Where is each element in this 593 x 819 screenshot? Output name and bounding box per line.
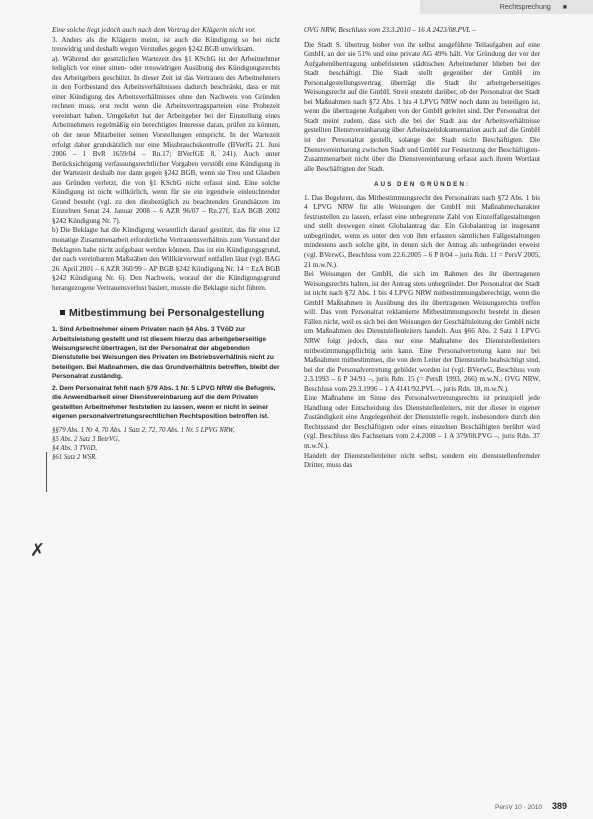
handwritten-x-mark: ✗	[30, 540, 46, 561]
left-paragraph: 3. Anders als die Klägerin meint, ist auch die Kündigung so bei nicht treuwidrig und deshalb wegen Verstoßes gegen §242 BGB unwirksam.	[52, 35, 280, 54]
statute-reference: §61 Satz 2 WSR.	[52, 454, 97, 462]
left-paragraph: b) Die Beklagte hat die Kündigung wesentlich darauf gestützt, das für eine 12 monatige Zusammenarbeit erforderliche Vertrauensverhältnis zum Vorstand der Beklagten habe nicht aufgebaut werden können. Das ist ein Kündigungsgrund, der nach vereinbarten Maßstäben den Willkürvorwurf entfallen lässt (vgl. BAG 26. April 2001 – 6 AZR 360/99 – AP BGB §242 Kündigung Nr. 14 = EzA BGB §242 Kündigung Nr. 6). Den Nachweis, worauf der die Kündigungsgrund herangezogene Vertrauensverlust basiert, musste die Beklagte nicht führen.	[52, 226, 280, 292]
running-header	[420, 0, 593, 14]
header-section-title: Rechtsprechung	[499, 3, 551, 11]
page-number: 389	[551, 801, 567, 811]
reasons-heading: AUS DEN GRÜNDEN:	[373, 181, 471, 189]
left-column	[52, 26, 280, 766]
right-paragraph: Eine Maßnahme im Sinne des Personalvertretungsrechts ist prinzipiell jede Handlung oder Entscheidung des Dienststellenleiters, mit der dieser in eigener Zuständigkeit eine Angelegenheit der Dienststelle regelt, insbesondere durch den Rechtsstand der Beschäftigten oder eines einzelnen Beschäftigten berührt wird (vgl. Beschluss des Fachsenats vom 2.4.2008 – 1 A 379/08.PVG –, juris Rdn. 37 m.w.N.).	[304, 394, 540, 450]
right-paragraph: Handelt der Dienststellenleiter nicht selbst, sondern ein dienststellenfremder Dritter, muss das	[304, 451, 540, 470]
journal-issue: PersV 10 · 2010	[494, 804, 542, 811]
statute-references	[52, 426, 280, 462]
right-paragraph: Bei Weisungen der GmbH, die sich im Rahmen des ihr übertragenen Weisungsrechts halten, ist der Antrag stets unbegründet. Der Personalrat der Stadt ist nicht nach §72 Abs. 1 bis 4 LPVG NRW mitbestimmungsberechtigt, wenn die GmbH Maßnahmen in Ausübung des ihr übertragenen Weisungsrechts treffen will. Das vom Personalrat reklamierte Mitbestimmungsrecht besteht in diesen Fällen nicht, weil es sich bei den Weisungen der Geschäftsleitung der GmbH nicht um Maßnahmen des Dienststellenleiters handelt. Aus §66 Abs. 2 Satz 1 LPVG NRW folgt jedoch, dass nur eine Maßnahme des Dienststellenleiters mitbestimmungspflichtig sein kann. Eine Personalvertretung kann nur bei Maßnahmen mitbestimmen, die von dem Leiter der Dienststelle beabsichtigt sind, bei der die Personalvertretung gebildet worden ist (vgl. BVerwG, Beschluss vom 2.3.1993 – 6 P 34/91 –, juris Rdn. 15 (= PersR 1993, 266) m.w.N.; OVG NRW, Beschluss vom 29.3.1996 – 1 A 4141/92.PVL –, juris Rdn. 18, m.w.N.).	[304, 270, 540, 393]
margin-mark-bar	[46, 452, 47, 492]
section-heading	[60, 307, 280, 319]
court-decision-citation: OVG NRW, Beschluss vom 23.3.2010 – 16 A 2423/08.PVL –	[304, 26, 476, 34]
square-bullet-icon	[60, 310, 65, 315]
section-heading-text: Mitbestimmung bei Personalgestellung	[69, 307, 265, 320]
case-summary: Die Stadt S. übertrug bisher von ihr selbst ausgeführte Teilaufgaben auf eine GmbH, an der sie 51% und eine private AG 49% hält. Vor Gründung der vor der Aufgabenübertragung unbefristeten städtischen Arbeitnehmer blieben bei der Stadt beschäftigt. Die Stadt stellt gegenüber der GmbH im Personalgestellungsvertrag überträgt die Stadt ihr arbeitgeberseitiges Weisungsrecht auf die GmbH. Streit entsteht darüber, ob der Personalrat der Stadt bei Maßnahmen nach §72 Abs. 1 bis 4 LPVG NRW noch dann zu beteiligen ist, wenn die übertragene Aufgaben von der GmbH geleitet sind. Der Personalrat der Stadt meint zudem, dass sich die bei der Stadt aus der Arbeitsverhältnisse gestellten Dienstvereinbarung über Arbeitszeitdokumentation auch auf die GmbH ist der Personalrat gestellt, solange der Stadt nicht Beschäftigten. Die Dienstvereinbarung zwischen Stadt und GmbH zur Festsetzung der Beschäftigten-Zusammenarbeit nicht über die Dienstvereinbarung erfasst auch ihrem Wortlaut alle Beschäftigten der Stadt.	[304, 40, 540, 173]
statute-reference: §§79 Abs. 1 Nr 4, 70 Abs. 1 Satz 2, 72, 70 Abs. 1 Nr. 5 LPVG NRW,	[52, 427, 235, 435]
left-paragraph: Eine solche liegt jedoch auch nach dem Vortrag der Klägerin nicht vor.	[52, 26, 256, 34]
right-column	[304, 26, 540, 766]
page-footer	[495, 801, 567, 811]
headnote: 2. Dem Personalrat fehlt nach §79 Abs. 1 Nr. 5 LPVG NRW die Befugnis, die Anwendbarkeit einer Dienstvereinbarung auf die dem Privaten gestellten Arbeitnehmer feststellen zu lassen, wenn er nicht in seiner eigenen personalvertretungsrechtlichen Rechtsposition betroffen ist.	[52, 385, 276, 420]
statute-reference: §5 Abs. 2 Satz 3 BetrVG,	[52, 436, 120, 444]
right-paragraph: 1. Das Begehren, das Mitbestimmungsrecht des Personalrats nach §72 Abs. 1 bis 4 LPVG NRW für alle Weisungen der GmbH mit Maßnahmecharakter festzustellen zu lassen, erfasst eine unbegrenzte Zahl von Einzelfallgestaltungen und stellt deswegen einen Globalantrag dar. Ein Globalantrag ist insgesamt unbegründet, wenn es unter den von ihm erfassten sämtlichen Fallgestaltungen mindestens auch solche gibt, in denen sich der Antrag als unbegründet erweist (vgl. BVerwG, Beschluss vom 22.6.2005 – 6 P 8/04 – juris Rdn. 11 = PersV 2005, 21 m.w.N.).	[304, 193, 540, 269]
statute-reference: §4 Abs. 3 TVöD,	[52, 445, 98, 453]
left-paragraph: a). Während der gesetzlichen Wartezeit des §1 KSchG ist der Arbeitnehmer lediglich vor einer sitten- oder treuwidrigen Ausübung des Kündigungsrechts des Arbeitgebers geschützt. In dieser Zeit ist das Vertrauen des Arbeitnehmers in den Fortbestand des Arbeitsverhältnisses dadurch beschränkt, dass er mit einer Kündigung des Arbeitsverhältnisses ohne den Nachweis von Gründen rechnen muss, erst recht wenn die Arbeitsvertragsparteien eine Probezeit vereinbart haben. Umgekehrt hat der Arbeitgeber bei der Einstellung eines Arbeitnehmers regelmäßig ein berechtigtes Interesse daran, prüfen zu können, ob der neue Mitarbeiter seinen Vorstellungen entspricht. In der Wartezeit erfolgt daher grundsätzlich nur eine Missbrauchskontrolle (BVerfG 21. Juni 2006 – 1 BvR 1659/04 – Rn.17; BVerfGE 8, 241). Auch unter Berücksichtigung verfassungsrechtlicher Vorgaben verstößt eine Kündigung in der Wartezeit deshalb nur dann gegen §242 BGB, wenn sie Treu und Glauben aus Gründen verletzt, die von §1 KSchG nicht erfasst sind. Eine solche Kündigung ist nicht willkürlich, wenn für sie ein irgendwie einleuchtender Grund besteht (vgl. zu den diesbezüglich zu beachtenden Grundsätzen im Einzelnen Senat 24. Januar 2008 – 6 AZR 96/07 – Rn.27f, EzA BGB 2002 §242 Kündigung Nr. 7).	[52, 54, 280, 225]
headnote: 1. Sind Arbeitnehmer einem Privaten nach §4 Abs. 3 TVöD zur Arbeitsleistung gestellt und ist diesem hierzu das arbeitgeberseitige Weisungsrecht übertragen, ist der Personalrat der abgebenden Dienststelle bei Weisungen des Privaten im Betriebsverhältnis nicht zu beteiligen. Bei Maßnahmen, die das Grundverhältnis betreffen, bleibt der Personalrat zuständig.	[52, 326, 280, 380]
header-marker: ■	[562, 3, 567, 11]
